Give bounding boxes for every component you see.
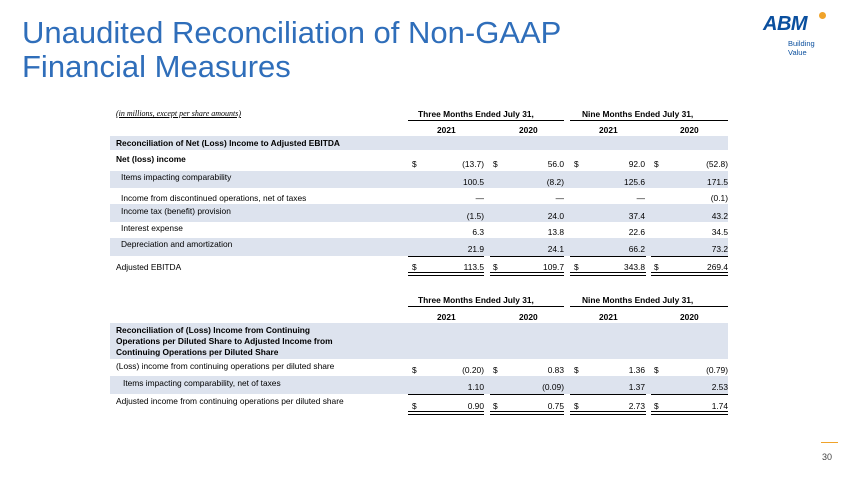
table-cell: 125.6: [624, 177, 645, 187]
table1-year: 2020: [519, 125, 538, 135]
dollar-sign: $: [493, 365, 498, 375]
logo-dot-icon: [819, 12, 826, 19]
page-number: 30: [822, 452, 833, 462]
title-line-1: Unaudited Reconciliation of Non-GAAP: [22, 15, 562, 50]
dollar-sign: $: [412, 159, 417, 169]
table-cell: 171.5: [707, 177, 728, 187]
table1-section-header: Reconciliation of Net (Loss) Income to Adjusted EBITDA: [116, 138, 340, 148]
dollar-sign: $: [654, 365, 659, 375]
table-cell: (0.09): [542, 382, 564, 392]
table-cell: 24.0: [547, 211, 564, 221]
table-row-label: Net (loss) income: [116, 154, 186, 164]
page-number-rule: [821, 442, 838, 443]
table-cell: 13.8: [547, 227, 564, 237]
table-cell: —: [475, 193, 484, 203]
table-cell: 0.83: [547, 365, 564, 375]
table-cell: 43.2: [711, 211, 728, 221]
dollar-sign: $: [412, 401, 417, 411]
dollar-sign: $: [493, 159, 498, 169]
dollar-sign: $: [493, 401, 498, 411]
table-cell: (1.5): [466, 211, 484, 221]
table2-year: 2020: [680, 312, 699, 322]
table-cell: 1.37: [628, 382, 645, 392]
table-cell: 2.73: [628, 401, 645, 411]
table-row-label: Items impacting comparability: [121, 172, 232, 182]
table-cell: 21.9: [467, 244, 484, 254]
table-cell: 100.5: [463, 177, 484, 187]
table-cell: (0.20): [462, 365, 484, 375]
table2-year: 2021: [599, 312, 618, 322]
dollar-sign: $: [574, 159, 579, 169]
logo-text: ABM: [763, 13, 808, 35]
table-cell: —: [555, 193, 564, 203]
table2-year: 2021: [437, 312, 456, 322]
table-cell: 1.36: [628, 365, 645, 375]
dollar-sign: $: [654, 159, 659, 169]
table-row-label: Items impacting comparability, net of taxes: [123, 378, 281, 388]
table-cell: 1.10: [467, 382, 484, 392]
table-cell: (8.2): [546, 177, 564, 187]
table-cell: (0.79): [706, 365, 728, 375]
dollar-sign: $: [574, 401, 579, 411]
table-cell: (52.8): [706, 159, 728, 169]
table1-year: 2021: [599, 125, 618, 135]
table-cell: 37.4: [628, 211, 645, 221]
table-cell: 109.7: [543, 262, 564, 272]
table-cell: (13.7): [462, 159, 484, 169]
dollar-sign: $: [574, 262, 579, 272]
table2-section-header-line: Operations per Diluted Share to Adjusted Income from: [116, 336, 333, 346]
table1-period-three-months: Three Months Ended July 31,: [418, 109, 534, 119]
abm-logo: [763, 13, 835, 57]
table2-period-three-months: Three Months Ended July 31,: [418, 295, 534, 305]
table-row-label: Depreciation and amortization: [121, 239, 233, 249]
dollar-sign: $: [493, 262, 498, 272]
table-cell: 0.75: [547, 401, 564, 411]
table-cell: 22.6: [628, 227, 645, 237]
dollar-sign: $: [574, 365, 579, 375]
table-cell: 0.90: [467, 401, 484, 411]
table1-year: 2020: [680, 125, 699, 135]
dollar-sign: $: [654, 401, 659, 411]
table2-section-header-line: Reconciliation of (Loss) Income from Continuing: [116, 325, 311, 335]
dollar-sign: $: [412, 262, 417, 272]
table-cell: 56.0: [547, 159, 564, 169]
table-cell: (0.1): [710, 193, 728, 203]
dollar-sign: $: [412, 365, 417, 375]
table2-year: 2020: [519, 312, 538, 322]
table-cell: 2.53: [711, 382, 728, 392]
dollar-sign: $: [654, 262, 659, 272]
table-row-label: Interest expense: [121, 223, 183, 233]
table-cell: 34.5: [711, 227, 728, 237]
table-row-label: Adjusted EBITDA: [116, 262, 182, 272]
table-cell: 92.0: [628, 159, 645, 169]
table-row-label: (Loss) income from continuing operations per diluted share: [116, 361, 335, 371]
table-cell: 113.5: [463, 262, 484, 272]
table-row-label: Adjusted income from continuing operations per diluted share: [116, 396, 344, 406]
table-row-label: Income tax (benefit) provision: [121, 206, 231, 216]
table-cell: 1.74: [711, 401, 728, 411]
table-cell: 24.1: [547, 244, 564, 254]
logo-tagline: Building Value: [788, 39, 815, 57]
table-cell: 6.3: [472, 227, 484, 237]
table2-section-header-line: Continuing Operations per Diluted Share: [116, 347, 279, 357]
table1-year: 2021: [437, 125, 456, 135]
table-cell: 73.2: [711, 244, 728, 254]
table1-period-nine-months: Nine Months Ended July 31,: [582, 109, 694, 119]
table-row-label: Income from discontinued operations, net of taxes: [121, 193, 307, 203]
table-cell: 343.8: [624, 262, 645, 272]
page-title: [22, 16, 561, 84]
table2-period-nine-months: Nine Months Ended July 31,: [582, 295, 694, 305]
table-cell: —: [636, 193, 645, 203]
title-line-2: Financial Measures: [22, 49, 291, 84]
table-cell: 66.2: [628, 244, 645, 254]
table-cell: 269.4: [707, 262, 728, 272]
units-note: (in millions, except per share amounts): [116, 109, 242, 118]
